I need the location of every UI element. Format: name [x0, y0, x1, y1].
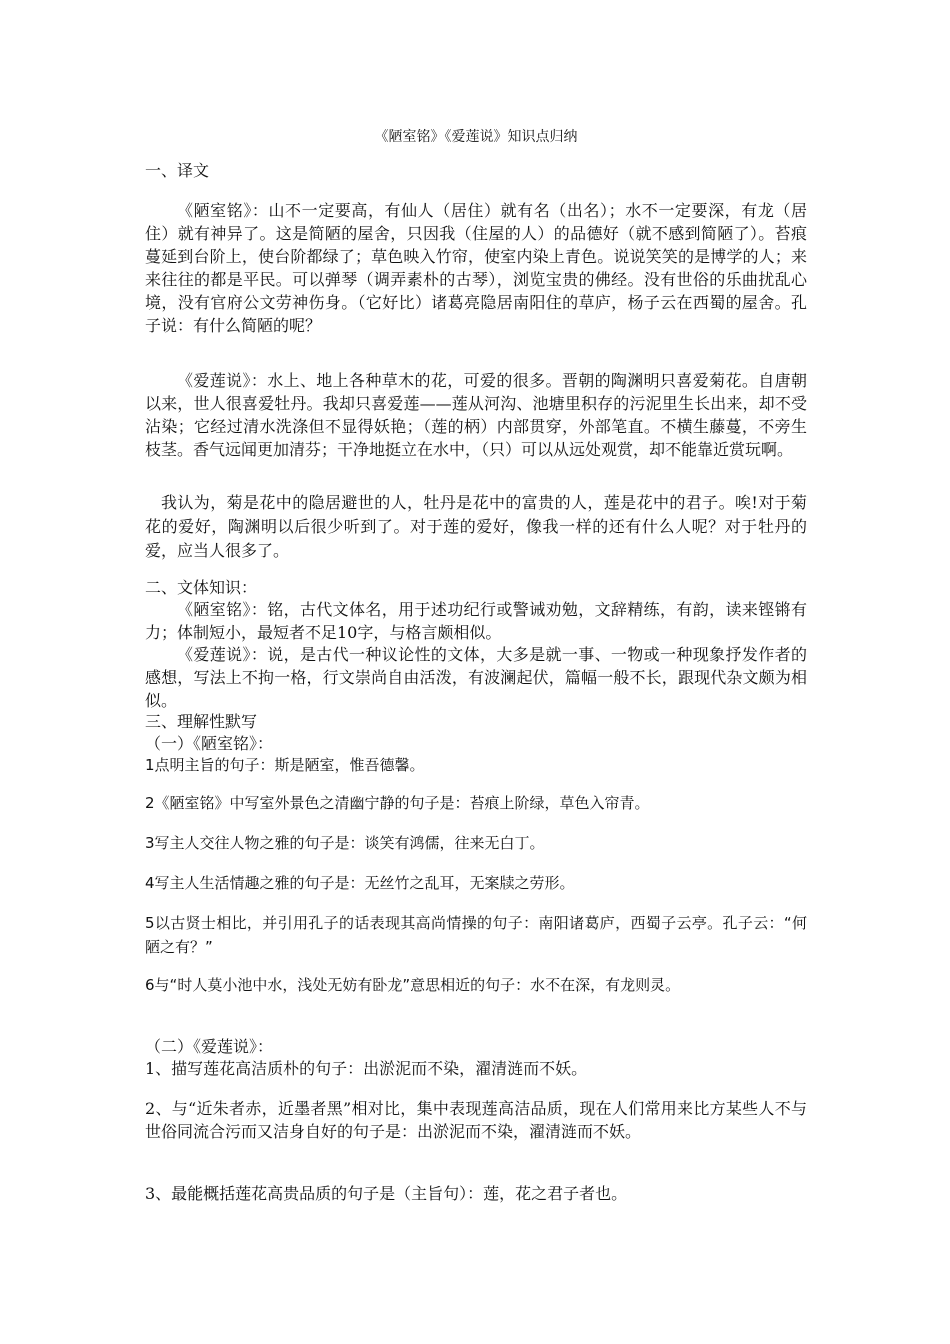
ailian-item-3: 3、最能概括莲花高贵品质的句子是（主旨句）：莲，花之君子者也。: [145, 1184, 628, 1203]
section-heading-translation: 一、译文: [145, 161, 210, 180]
dictation-item-3: 3写主人交往人物之雅的句子是：谈笑有鸿儒，往来无白丁。: [145, 834, 545, 852]
subsection-heading-loushiming: （一）《陋室铭》：: [145, 734, 274, 753]
translation-paragraph-conclusion: 我认为，菊是花中的隐居避世的人，牡丹是花中的富贵的人，莲是花中的君子。唉!对于菊花的爱好，陶渊明以后很少听到了。对于莲的爱好，像我一样的还有什么人呢？对于牡丹的爱，应当人很多了。: [145, 493, 807, 560]
ailian-item-1: 1、描写莲花高洁质朴的句子：出淤泥而不染，濯清涟而不妖。: [145, 1059, 588, 1078]
dictation-item-6: 6与“时人莫小池中水，浅处无妨有卧龙”意思相近的句子：水不在深，有龙则灵。: [145, 976, 681, 994]
translation-paragraph-ailianshuo: 《爱莲说》：水上、地上各种草木的花，可爱的很多。晋朝的陶渊明只喜爱菊花。自唐朝以来，世人很喜爱牡丹。我却只喜爱莲——莲从河沟、池塘里积存的污泥里生长出来，却不受沾染；它经过清水洗涤但不显得妖艳；（莲的柄）内部贯穿，外部笔直。不横生藤蔓，不旁生枝茎。香气远闻更加清芬；干净地挺立在水中，（只）可以从远处观赏，却不能靠近赏玩啊。: [145, 371, 807, 459]
section-heading-genre: 二、文体知识：: [145, 578, 258, 597]
section-heading-dictation: 三、理解性默写: [145, 712, 258, 731]
genre-paragraph-ailianshuo: 《爱莲说》：说，是古代一种议论性的文体，大多是就一事、一物或一种现象抒发作者的感想，写法上不拘一格，行文崇尚自由活泼，有波澜起伏，篇幅一般不长，跟现代杂文颇为相似。: [145, 645, 807, 710]
dictation-item-1: 1点明主旨的句子：斯是陋室，惟吾德馨。: [145, 756, 425, 774]
subsection-heading-ailianshuo: （二）《爱莲说》：: [145, 1037, 274, 1056]
genre-paragraph-loushiming: 《陋室铭》：铭，古代文体名，用于述功纪行或警诫劝勉，文辞精练，有韵，读来铿锵有力；体制短小，最短者不足10字，与格言颇相似。: [145, 600, 807, 642]
ailian-item-2: 2、与“近朱者赤，近墨者黑”相对比，集中表现莲高洁品质，现在人们常用来比方某些人不与世俗同流合污而又洁身自好的句子是：出淤泥而不染，濯清涟而不妖。: [145, 1099, 807, 1141]
document-title: 《陋室铭》《爱莲说》知识点归纳: [374, 129, 578, 145]
dictation-item-2: 2《陋室铭》中写室外景色之清幽宁静的句子是：苔痕上阶绿，草色入帘青。: [145, 794, 650, 812]
dictation-item-4: 4写主人生活情趣之雅的句子是：无丝竹之乱耳，无案牍之劳形。: [145, 874, 575, 892]
dictation-item-5: 5以古贤士相比，并引用孔子的话表现其高尚情操的句子：南阳诸葛庐，西蜀子云亭。孔子云：“何陋之有？”: [145, 914, 807, 956]
translation-paragraph-loushiming: 《陋室铭》：山不一定要高，有仙人（居住）就有名（出名）；水不一定要深，有龙（居住）就有神异了。这是简陋的屋舍，只因我（住屋的人）的品德好（就不感到简陋了）。苔痕蔓延到台阶上，使台阶都绿了；草色映入竹帘，使室内染上青色。说说笑笑的是博学的人；来来往往的都是平民。可以弹琴（调弄素朴的古琴），浏览宝贵的佛经。没有世俗的乐曲扰乱心境，没有官府公文劳神伤身。（它好比）诸葛亮隐居南阳住的草庐，杨子云在西蜀的屋舍。孔子说：有什么简陋的呢？: [145, 201, 807, 335]
